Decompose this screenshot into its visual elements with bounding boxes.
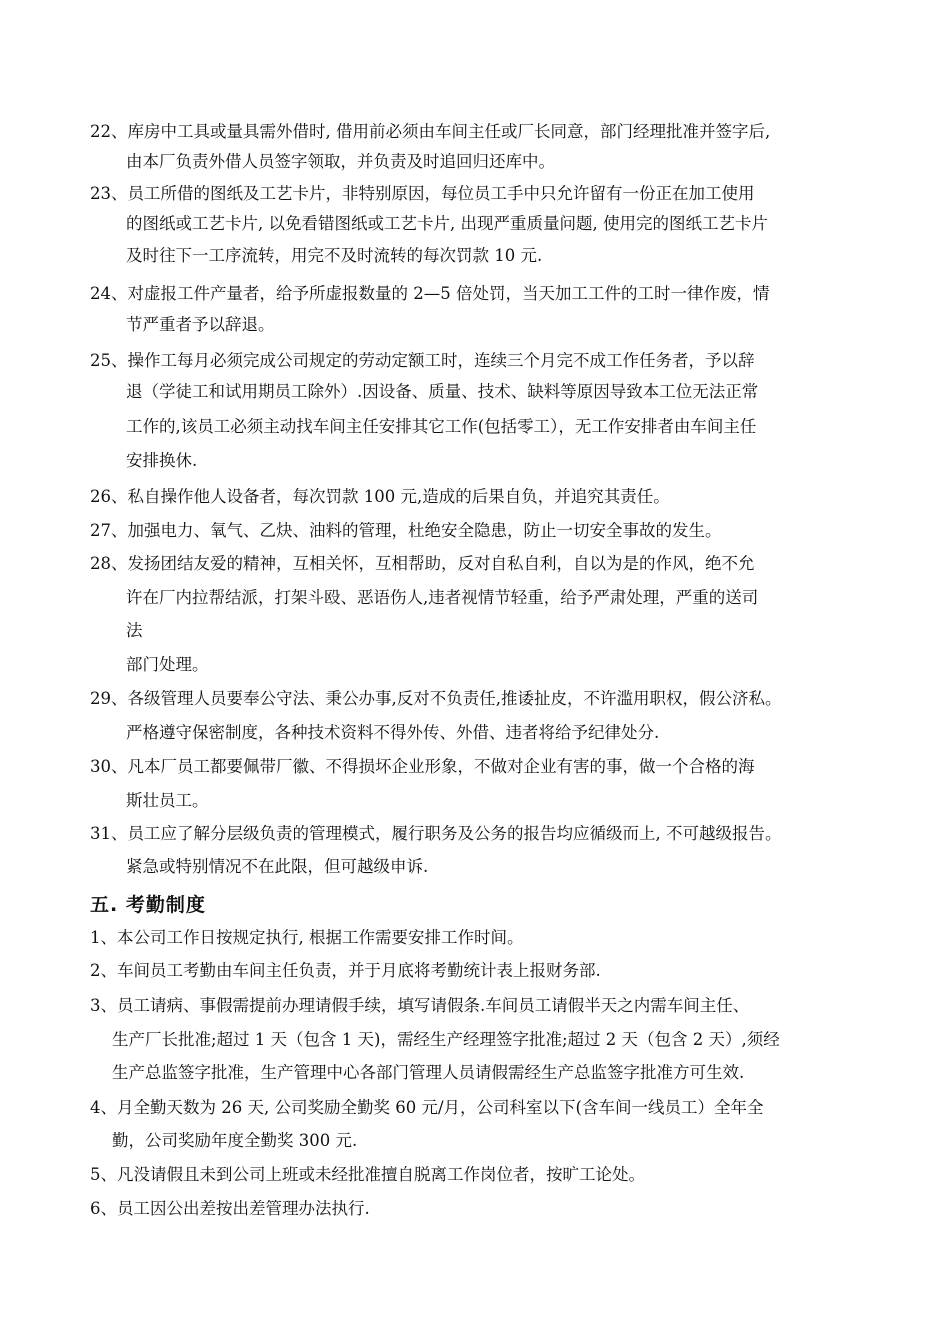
item-29-line-1: 29、各级管理人员要奉公守法、秉公办事,反对不负责任,推诿扯皮，不许滥用职权，假公济私。 bbox=[90, 689, 782, 708]
item-30-line-2: 斯壮员工。 bbox=[126, 791, 209, 810]
section-heading: 五. 考勤制度 bbox=[90, 894, 206, 916]
item-27-line-1: 27、加强电力、氧气、乙炔、油料的管理，杜绝安全隐患，防止一切安全事故的发生。 bbox=[90, 521, 722, 540]
item-25-line-4: 安排换休. bbox=[126, 451, 198, 470]
attendance-item-4-line-2: 勤，公司奖励年度全勤奖 300 元. bbox=[112, 1131, 358, 1150]
item-23-line-3: 及时往下一工序流转，用完不及时流转的每次罚款 10 元. bbox=[126, 246, 543, 265]
item-22-line-2: 由本厂负责外借人员签字领取，并负责及时追回归还库中。 bbox=[126, 152, 555, 171]
attendance-item-3-line-3: 生产总监签字批准，生产管理中心各部门管理人员请假需经生产总监签字批准方可生效. bbox=[112, 1063, 745, 1082]
item-25-line-3: 工作的,该员工必须主动找车间主任安排其它工作(包括零工），无工作安排者由车间主任 bbox=[126, 417, 757, 436]
attendance-item-1: 1、本公司工作日按规定执行, 根据工作需要安排工作时间。 bbox=[90, 928, 524, 947]
item-22-line-1: 22、库房中工具或量具需外借时, 借用前必须由车间主任或厂长同意，部门经理批准并签字后, bbox=[90, 122, 771, 141]
item-31-line-1: 31、员工应了解分层级负责的管理模式，履行职务及公务的报告均应循级而上, 不可越级报告。 bbox=[90, 824, 782, 843]
item-24-line-1: 24、对虚报工件产量者，给予所虚报数量的 2—5 倍处罚，当天加工工件的工时一律作废，情 bbox=[90, 284, 770, 303]
item-29-line-2: 严格遵守保密制度，各种技术资料不得外传、外借、违者将给予纪律处分. bbox=[126, 723, 660, 742]
item-25-line-1: 25、操作工每月必须完成公司规定的劳动定额工时，连续三个月完不成工作任务者，予以辞 bbox=[90, 351, 755, 370]
attendance-item-3-line-1: 3、员工请病、事假需提前办理请假手续，填写请假条.车间员工请假半天之内需车间主任、 bbox=[90, 996, 750, 1015]
item-25-line-2: 退（学徒工和试用期员工除外）.因设备、质量、技术、缺料等原因导致本工位无法正常 bbox=[126, 382, 759, 401]
item-28-line-1: 28、发扬团结友爱的精神，互相关怀，互相帮助，反对自私自利，自以为是的作风，绝不允 bbox=[90, 554, 755, 573]
attendance-item-2: 2、车间员工考勤由车间主任负责，并于月底将考勤统计表上报财务部. bbox=[90, 961, 601, 980]
item-31-line-2: 紧急或特别情况不在此限，但可越级申诉. bbox=[126, 857, 429, 876]
attendance-item-3-line-2: 生产厂长批准;超过 1 天（包含 1 天)，需经生产经理签字批准;超过 2 天（包含 2 天）,须经 bbox=[112, 1030, 780, 1049]
item-28-line-4: 部门处理。 bbox=[126, 655, 209, 674]
item-28-line-3: 法 bbox=[126, 621, 143, 640]
item-24-line-2: 节严重者予以辞退。 bbox=[126, 315, 275, 334]
attendance-item-5: 5、凡没请假且未到公司上班或未经批准擅自脱离工作岗位者，按旷工论处。 bbox=[90, 1165, 645, 1184]
item-26-line-1: 26、私自操作他人设备者，每次罚款 100 元,造成的后果自负，并追究其责任。 bbox=[90, 487, 670, 506]
item-30-line-1: 30、凡本厂员工都要佩带厂徽、不得损坏企业形象，不做对企业有害的事，做一个合格的海 bbox=[90, 757, 755, 776]
item-28-line-2: 许在厂内拉帮结派，打架斗殴、恶语伤人,违者视情节轻重，给予严肃处理，严重的送司 bbox=[126, 588, 759, 607]
item-23-line-2: 的图纸或工艺卡片, 以免看错图纸或工艺卡片, 出现严重质量问题, 使用完的图纸工艺卡片 bbox=[126, 214, 768, 233]
attendance-item-6: 6、员工因公出差按出差管理办法执行. bbox=[90, 1199, 370, 1218]
attendance-item-4-line-1: 4、月全勤天数为 26 天, 公司奖励全勤奖 60 元/月，公司科室以下(含车间一线员工）全年全 bbox=[90, 1098, 764, 1117]
item-23-line-1: 23、员工所借的图纸及工艺卡片，非特别原因，每位员工手中只允许留有一份正在加工使用 bbox=[90, 184, 755, 203]
